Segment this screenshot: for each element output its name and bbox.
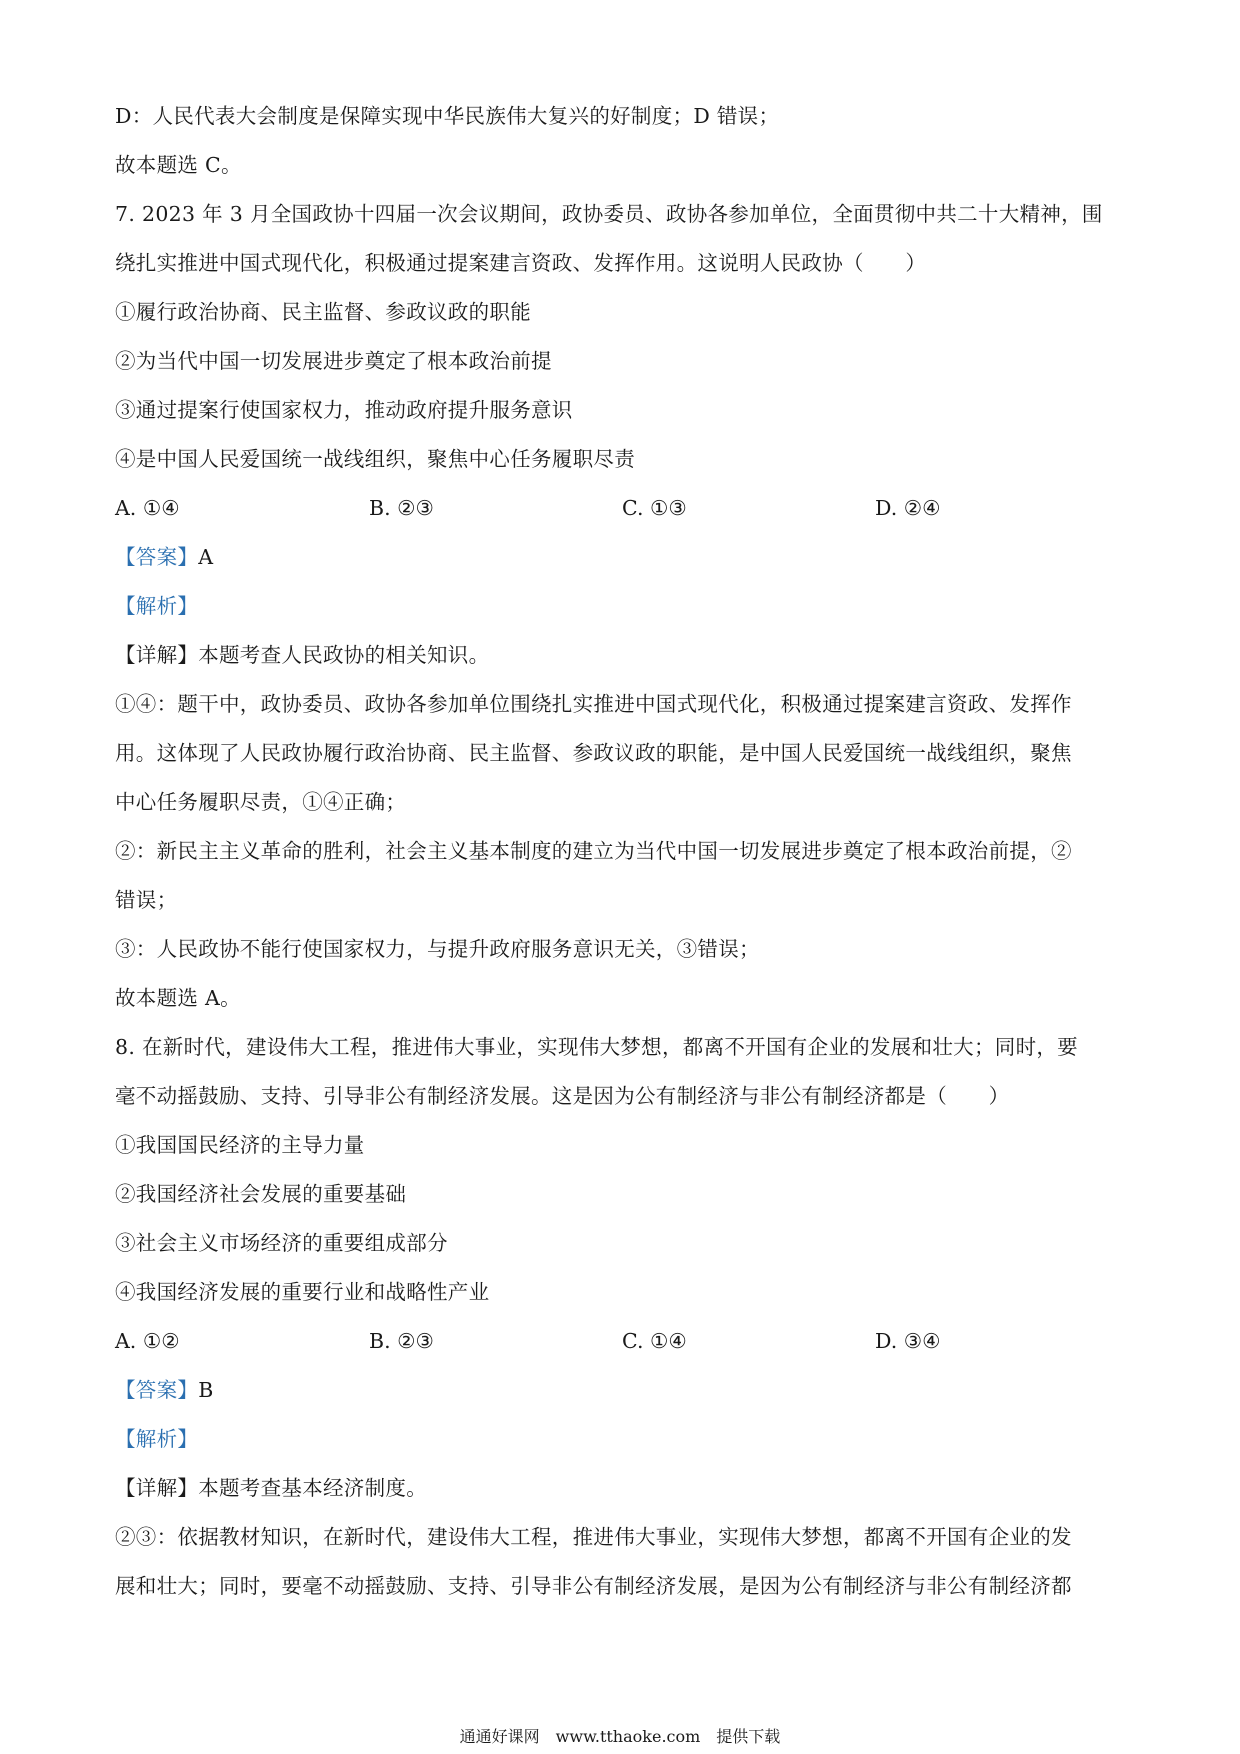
question-8-stem: 毫不动摇鼓励、支持、引导非公有制经济发展。这是因为公有制经济与非公有制经济都是（ ）: [115, 1084, 1010, 1108]
answer-tag: 【答案】: [115, 545, 199, 569]
analysis-tag: 【解析】: [115, 1427, 199, 1451]
question-7-answer: [115, 542, 1135, 572]
question-7-detail: ③：人民政协不能行使国家权力，与提升政府服务意识无关，③错误；: [115, 937, 760, 961]
option-d: D. ③④: [875, 1329, 941, 1353]
question-8-detail: 【详解】本题考查基本经济制度。: [115, 1476, 427, 1500]
option-b: B. ②③: [369, 496, 434, 520]
question-8-statement: ②我国经济社会发展的重要基础: [115, 1182, 407, 1206]
question-8-detail: ②③：依据教材知识，在新时代，建设伟大工程，推进伟大事业，实现伟大梦想，都离不开国有企业的发: [115, 1525, 1072, 1549]
question-7-analysis-heading: [115, 591, 1135, 621]
answer-value: B: [198, 1378, 214, 1402]
question-8-statement: ④我国经济发展的重要行业和战略性产业: [115, 1280, 490, 1304]
option-a: A. ①②: [115, 1329, 180, 1353]
answer-tag: 【答案】: [115, 1378, 199, 1402]
question-7-stem: 绕扎实推进中国式现代化，积极通过提案建言资政、发挥作用。这说明人民政协（ ）: [115, 251, 927, 275]
option-d: D. ②④: [875, 496, 941, 520]
question-8-stem: 8. 在新时代，建设伟大工程，推进伟大事业，实现伟大梦想，都离不开国有企业的发展和壮大；同时，要: [115, 1035, 1078, 1059]
option-a: A. ①④: [115, 496, 180, 520]
question-7-detail: 用。这体现了人民政协履行政治协商、民主监督、参政议政的职能，是中国人民爱国统一战线组织，聚焦: [115, 741, 1072, 765]
question-8-detail: 展和壮大；同时，要毫不动摇鼓励、支持、引导非公有制经济发展，是因为公有制经济与非公有制经济都: [115, 1574, 1072, 1598]
question-7-detail: 【详解】本题考查人民政协的相关知识。: [115, 643, 490, 667]
question-7-detail: ①④：题干中，政协委员、政协各参加单位围绕扎实推进中国式现代化，积极通过提案建言资政、发挥作: [115, 692, 1072, 716]
question-7-detail: ②：新民主主义革命的胜利，社会主义基本制度的建立为当代中国一切发展进步奠定了根本政治前提，②: [115, 839, 1072, 863]
question-7-detail: 中心任务履职尽责，①④正确；: [115, 790, 407, 814]
question-7-stem: 7. 2023 年 3 月全国政协十四届一次会议期间，政协委员、政协各参加单位，全面贯彻中共二十大精神，围: [115, 202, 1103, 226]
question-8-statement: ①我国国民经济的主导力量: [115, 1133, 365, 1157]
option-b: B. ②③: [369, 1329, 434, 1353]
page-footer: 通通好课网 www.tthaoke.com 提供下载: [459, 1727, 781, 1746]
option-c: C. ①④: [622, 1329, 687, 1353]
question-7-statement: ④是中国人民爱国统一战线组织，聚焦中心任务履职尽责: [115, 447, 635, 471]
question-8-statement: ③社会主义市场经济的重要组成部分: [115, 1231, 448, 1255]
question-7-detail: 故本题选 A。: [115, 986, 241, 1010]
question-7-statement: ①履行政治协商、民主监督、参政议政的职能: [115, 300, 531, 324]
question-7-statement: ②为当代中国一切发展进步奠定了根本政治前提: [115, 349, 552, 373]
answer-value: A: [198, 545, 214, 569]
question-7-detail: 错误；: [115, 888, 178, 912]
option-c: C. ①③: [622, 496, 687, 520]
question-7-statement: ③通过提案行使国家权力，推动政府提升服务意识: [115, 398, 573, 422]
question-8-analysis-heading: [115, 1424, 1135, 1454]
text-line: D：人民代表大会制度是保障实现中华民族伟大复兴的好制度；D 错误；: [115, 104, 780, 128]
question-8-answer: [115, 1375, 1135, 1405]
text-line: 故本题选 C。: [115, 153, 242, 177]
analysis-tag: 【解析】: [115, 594, 199, 618]
